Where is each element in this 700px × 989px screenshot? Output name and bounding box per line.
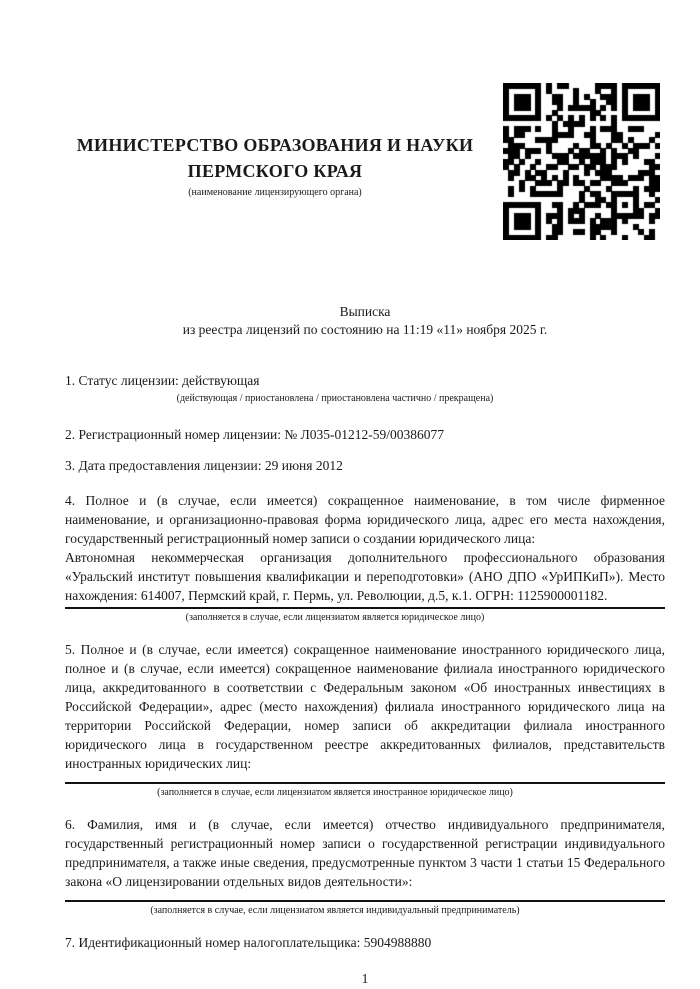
letterhead — [65, 132, 485, 199]
item-6-underline — [65, 900, 665, 902]
item-5-underline — [65, 782, 665, 784]
document-title-line2: из реестра лицензий по состоянию на 11:19 «11» ноября 2025 г. — [182, 322, 548, 337]
item-4-fill-note: (заполняется в случае, если лицензиатом является юридическое лицо) — [185, 612, 485, 623]
item-4-underline — [65, 607, 665, 609]
item-1-status-options-note: (действующая / приостановлена / приостановлена частично / прекращена) — [176, 393, 494, 404]
item-5-fill-note: (заполняется в случае, если лицензиатом является иностранное юридическое лицо) — [157, 787, 513, 798]
item-6-fill-note: (заполняется в случае, если лицензиатом является индивидуальный предприниматель) — [150, 905, 520, 916]
item-4-legal-entity-label: 4. Полное и (в случае, если имеется) сокращенное наименование, в том числе фирменное наименование, и организационно-правовая форма юридического лица, адрес его места нахождения, государственный регистрационный номер записи о создании юридического лица: — [65, 493, 665, 546]
item-1-license-status: 1. Статус лицензии: действующая — [65, 373, 260, 388]
document-title-line1: Выписка — [339, 304, 391, 319]
qr-code-canvas — [503, 83, 660, 240]
item-4-legal-entity-value: Автономная некоммерческая организация дополнительного профессионального образования «Уральский институт повышения квалификации и переподготовки» (АНО ДПО «УрИПКиП»). Место нахождения: 614007, Пермский край, г. Пермь, ул. Революции, д.5, к.1. ОГРН: 1125900001182. — [65, 550, 665, 603]
page-number: 1 — [361, 971, 369, 986]
item-3-grant-date: 3. Дата предоставления лицензии: 29 июня 2012 — [65, 458, 343, 473]
document-title — [65, 303, 665, 339]
issuing-authority-caption: (наименование лицензирующего органа) — [188, 187, 362, 198]
item-5-foreign-entity-label: 5. Полное и (в случае, если имеется) сокращенное наименование иностранного юридического лица, полное и (в случае, если имеется) сокращенное наименование филиала иностранного юридического лица, аккредитованного в соответствии с Федеральным законом «Об иностранных инвестициях в Российской Федерации», адрес (место нахождения) филиала иностранного юридического лица на территории Российской Федерации, номер записи об аккредитации филиала иностранного юридического лица в государственном реестре аккредитованных филиалов, представительств иностранных юридических лиц: — [65, 642, 665, 771]
qr-code-icon — [503, 83, 660, 240]
item-7-taxpayer-id: 7. Идентификационный номер налогоплательщика: 5904988880 — [65, 935, 432, 950]
item-2-registration-number: 2. Регистрационный номер лицензии: № Л035-01212-59/00386077 — [65, 427, 445, 442]
issuing-authority-name-line2: ПЕРМСКОГО КРАЯ — [187, 161, 363, 181]
item-6-individual-entrepreneur-label: 6. Фамилия, имя и (в случае, если имеется) отчество индивидуального предпринимателя, государственный регистрационный номер записи о государственной регистрации индивидуального предпринимателя, а также иные сведения, предусмотренные пунктом 3 части 1 статьи 15 Федерального закона «О лицензировании отдельных видов деятельности»: — [65, 817, 665, 889]
issuing-authority-name-line1: МИНИСТЕРСТВО ОБРАЗОВАНИЯ И НАУКИ — [76, 135, 474, 155]
